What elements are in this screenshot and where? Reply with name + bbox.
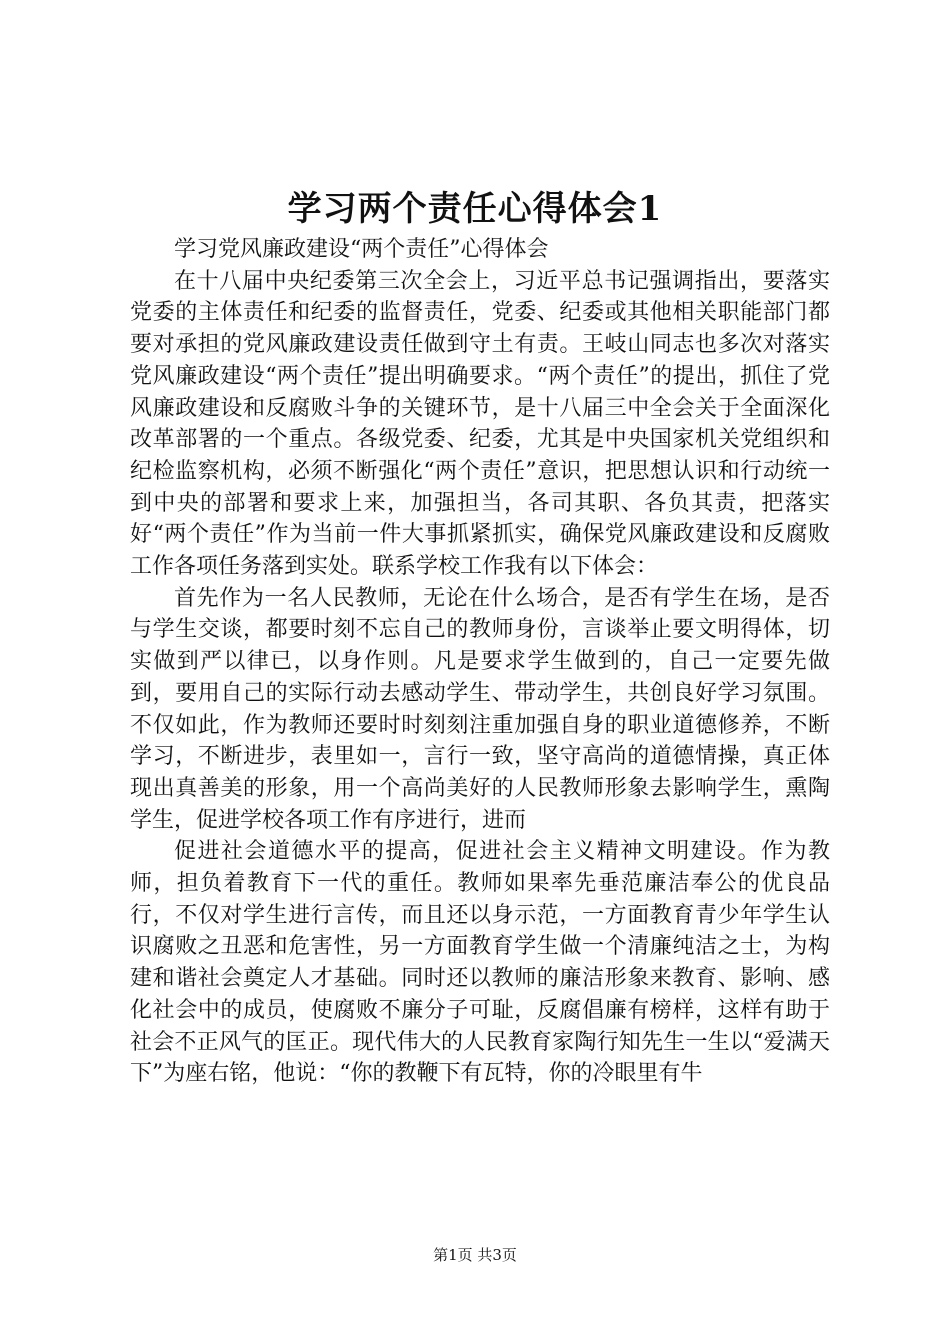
page-footer: 第1页 共3页 <box>433 1246 517 1264</box>
paragraph-1: 在十八届中央纪委第三次全会上，习近平总书记强调指出，要落实党委的主体责任和纪委的监督责任，党委、纪委或其他相关职能部门都要对承担的党风廉政建设责任做到守土有责。王岐山同志也多次对落实党风廉政建设“两个责任”提出明确要求。“两个责任”的提出，抓住了党风廉政建设和反腐败斗争的关键环节，是十八届三中全会关于全面深化改革部署的一个重点。各级党委、纪委，尤其是中央国家机关党组织和纪检监察机构，必须不断强化“两个责任”意识，把思想认识和行动统一到中央的部署和要求上来，加强担当，各司其职、各负其责，把落实好“两个责任”作为当前一件大事抓紧抓实，确保党风廉政建设和反腐败工作各项任务落到实处。联系学校工作我有以下体会： <box>130 268 830 580</box>
document-subtitle: 学习党风廉政建设“两个责任”心得体会 <box>174 237 549 262</box>
document-title: 学习两个责任心得体会1 <box>287 189 663 229</box>
document-body <box>130 234 830 1090</box>
paragraph-2: 首先作为一名人民教师，无论在什么场合，是否有学生在场，是否与学生交谈，都要时刻不忘自己的教师身份，言谈举止要文明得体，切实做到严以律已，以身作则。凡是要求学生做到的，自己一定要先做到，要用自己的实际行动去感动学生、带动学生，共创良好学习氛围。不仅如此，作为教师还要时时刻刻注重加强自身的职业道德修养，不断学习，不断进步，表里如一，言行一致，坚守高尚的道德情操，真正体现出真善美的形象，用一个高尚美好的人民教师形象去影响学生，熏陶学生，促进学校各项工作有序进行，进而 <box>130 585 830 833</box>
paragraph-3: 促进社会道德水平的提高，促进社会主义精神文明建设。作为教师，担负着教育下一代的重任。教师如果率先垂范廉洁奉公的优良品行，不仅对学生进行言传，而且还以身示范，一方面教育青少年学生认识腐败之丑恶和危害性，另一方面教育学生做一个清廉纯洁之士，为构建和谐社会奠定人才基础。同时还以教师的廉洁形象来教育、影响、感化社会中的成员，使腐败不廉分子可耻，反腐倡廉有榜样，这样有助于社会不正风气的匡正。现代伟大的人民教育家陶行知先生一生以“爱满天下”为座右铭，他说：“你的教鞭下有瓦特，你的冷眼里有牛 <box>130 839 830 1087</box>
